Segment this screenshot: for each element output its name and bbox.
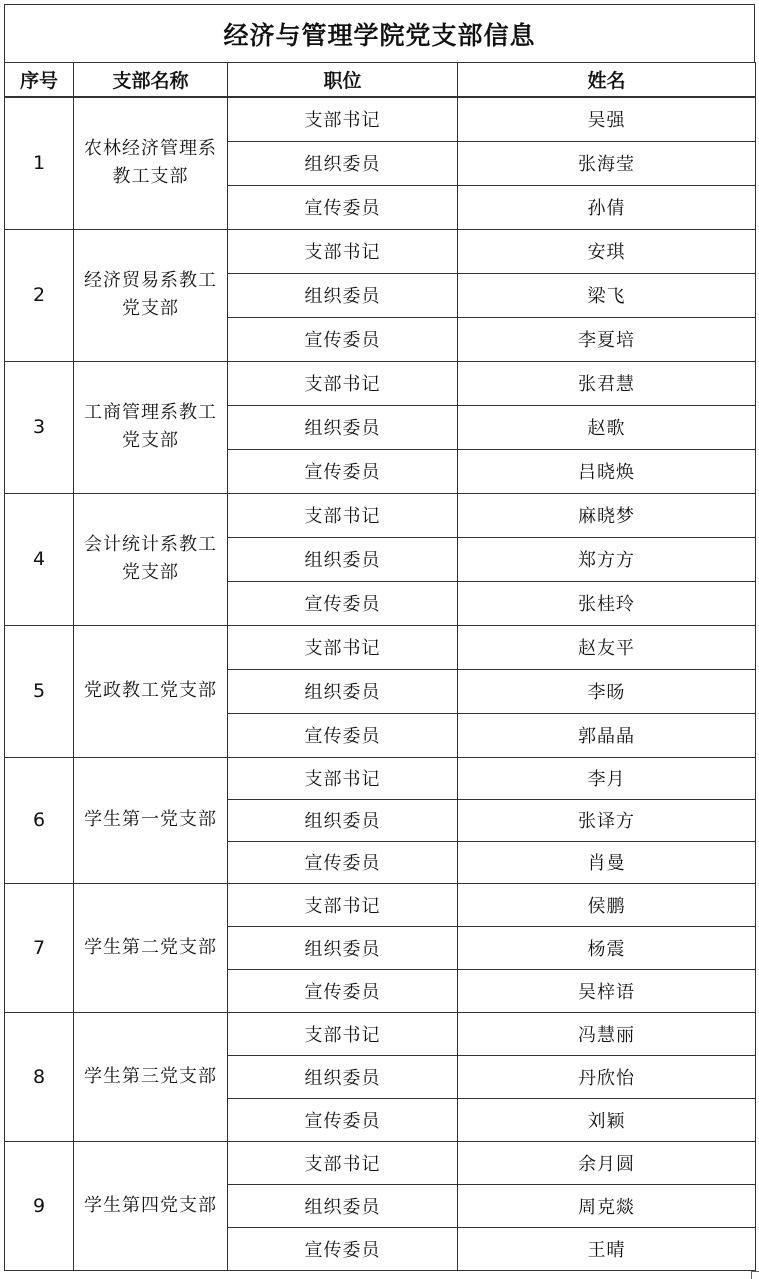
member-role: 组织委员 (228, 1184, 458, 1227)
member-role: 宣传委员 (228, 713, 458, 757)
branch-name: 学生第一党支部 (74, 757, 228, 883)
member-role: 组织委员 (228, 1055, 458, 1098)
member-role: 支部书记 (228, 1141, 458, 1184)
table-row (5, 97, 756, 141)
header-index: 序号 (5, 63, 74, 98)
member-role: 宣传委员 (228, 185, 458, 229)
member-name: 余月圆 (458, 1141, 756, 1184)
member-name: 张海莹 (458, 141, 756, 185)
branch-name: 学生第二党支部 (74, 883, 228, 1012)
member-name: 梁飞 (458, 273, 756, 317)
header-branch: 支部名称 (74, 63, 228, 98)
table-row (5, 625, 756, 669)
member-name: 郭晶晶 (458, 713, 756, 757)
branch-name: 学生第四党支部 (74, 1141, 228, 1270)
corner-mark (751, 1271, 759, 1279)
member-role: 宣传委员 (228, 969, 458, 1012)
branch-index: 5 (5, 625, 74, 757)
member-name: 丹欣怡 (458, 1055, 756, 1098)
member-role: 支部书记 (228, 883, 458, 926)
member-name: 李旸 (458, 669, 756, 713)
table-row (5, 883, 756, 926)
member-role: 支部书记 (228, 757, 458, 799)
branch-index: 6 (5, 757, 74, 883)
member-name: 李夏培 (458, 317, 756, 361)
branch-name: 工商管理系教工党支部 (74, 361, 228, 493)
member-role: 宣传委员 (228, 317, 458, 361)
member-role: 支部书记 (228, 361, 458, 405)
member-role: 组织委员 (228, 141, 458, 185)
member-name: 吴梓语 (458, 969, 756, 1012)
member-role: 宣传委员 (228, 581, 458, 625)
member-name: 孙倩 (458, 185, 756, 229)
member-role: 组织委员 (228, 799, 458, 841)
member-role: 支部书记 (228, 493, 458, 537)
branch-name: 党政教工党支部 (74, 625, 228, 757)
member-name: 郑方方 (458, 537, 756, 581)
branch-index: 1 (5, 97, 74, 229)
header-name: 姓名 (458, 63, 756, 98)
member-role: 组织委员 (228, 405, 458, 449)
member-name: 侯鹏 (458, 883, 756, 926)
member-role: 支部书记 (228, 97, 458, 141)
member-role: 支部书记 (228, 1012, 458, 1055)
branch-name: 学生第三党支部 (74, 1012, 228, 1141)
member-name: 吴强 (458, 97, 756, 141)
member-name: 麻晓梦 (458, 493, 756, 537)
member-name: 张桂玲 (458, 581, 756, 625)
member-name: 冯慧丽 (458, 1012, 756, 1055)
member-role: 宣传委员 (228, 1227, 458, 1270)
member-role: 组织委员 (228, 669, 458, 713)
branch-index: 7 (5, 883, 74, 1012)
branch-index: 3 (5, 361, 74, 493)
member-name: 赵友平 (458, 625, 756, 669)
branch-index: 4 (5, 493, 74, 625)
member-role: 支部书记 (228, 625, 458, 669)
branch-index: 8 (5, 1012, 74, 1141)
table-row (5, 1141, 756, 1184)
branch-name: 农林经济管理系教工支部 (74, 97, 228, 229)
member-role: 宣传委员 (228, 841, 458, 883)
member-name: 吕晓焕 (458, 449, 756, 493)
member-role: 支部书记 (228, 229, 458, 273)
page-title: 经济与管理学院党支部信息 (4, 4, 755, 62)
member-role: 宣传委员 (228, 449, 458, 493)
member-name: 周克燚 (458, 1184, 756, 1227)
table-row (5, 1012, 756, 1055)
member-name: 安琪 (458, 229, 756, 273)
member-name: 赵歌 (458, 405, 756, 449)
table-header-row (5, 63, 756, 98)
table-body (5, 97, 756, 1270)
member-role: 组织委员 (228, 537, 458, 581)
member-name: 张译方 (458, 799, 756, 841)
branch-name: 会计统计系教工党支部 (74, 493, 228, 625)
member-role: 组织委员 (228, 273, 458, 317)
member-role: 组织委员 (228, 926, 458, 969)
header-role: 职位 (228, 63, 458, 98)
member-name: 肖曼 (458, 841, 756, 883)
branch-index: 9 (5, 1141, 74, 1270)
table-row (5, 757, 756, 799)
member-name: 杨震 (458, 926, 756, 969)
table-row (5, 361, 756, 405)
table-row (5, 493, 756, 537)
member-name: 刘颖 (458, 1098, 756, 1141)
member-name: 张君慧 (458, 361, 756, 405)
member-name: 李月 (458, 757, 756, 799)
member-name: 王晴 (458, 1227, 756, 1270)
branch-name: 经济贸易系教工党支部 (74, 229, 228, 361)
branch-index: 2 (5, 229, 74, 361)
member-role: 宣传委员 (228, 1098, 458, 1141)
table-row (5, 229, 756, 273)
branch-table (4, 62, 756, 1271)
